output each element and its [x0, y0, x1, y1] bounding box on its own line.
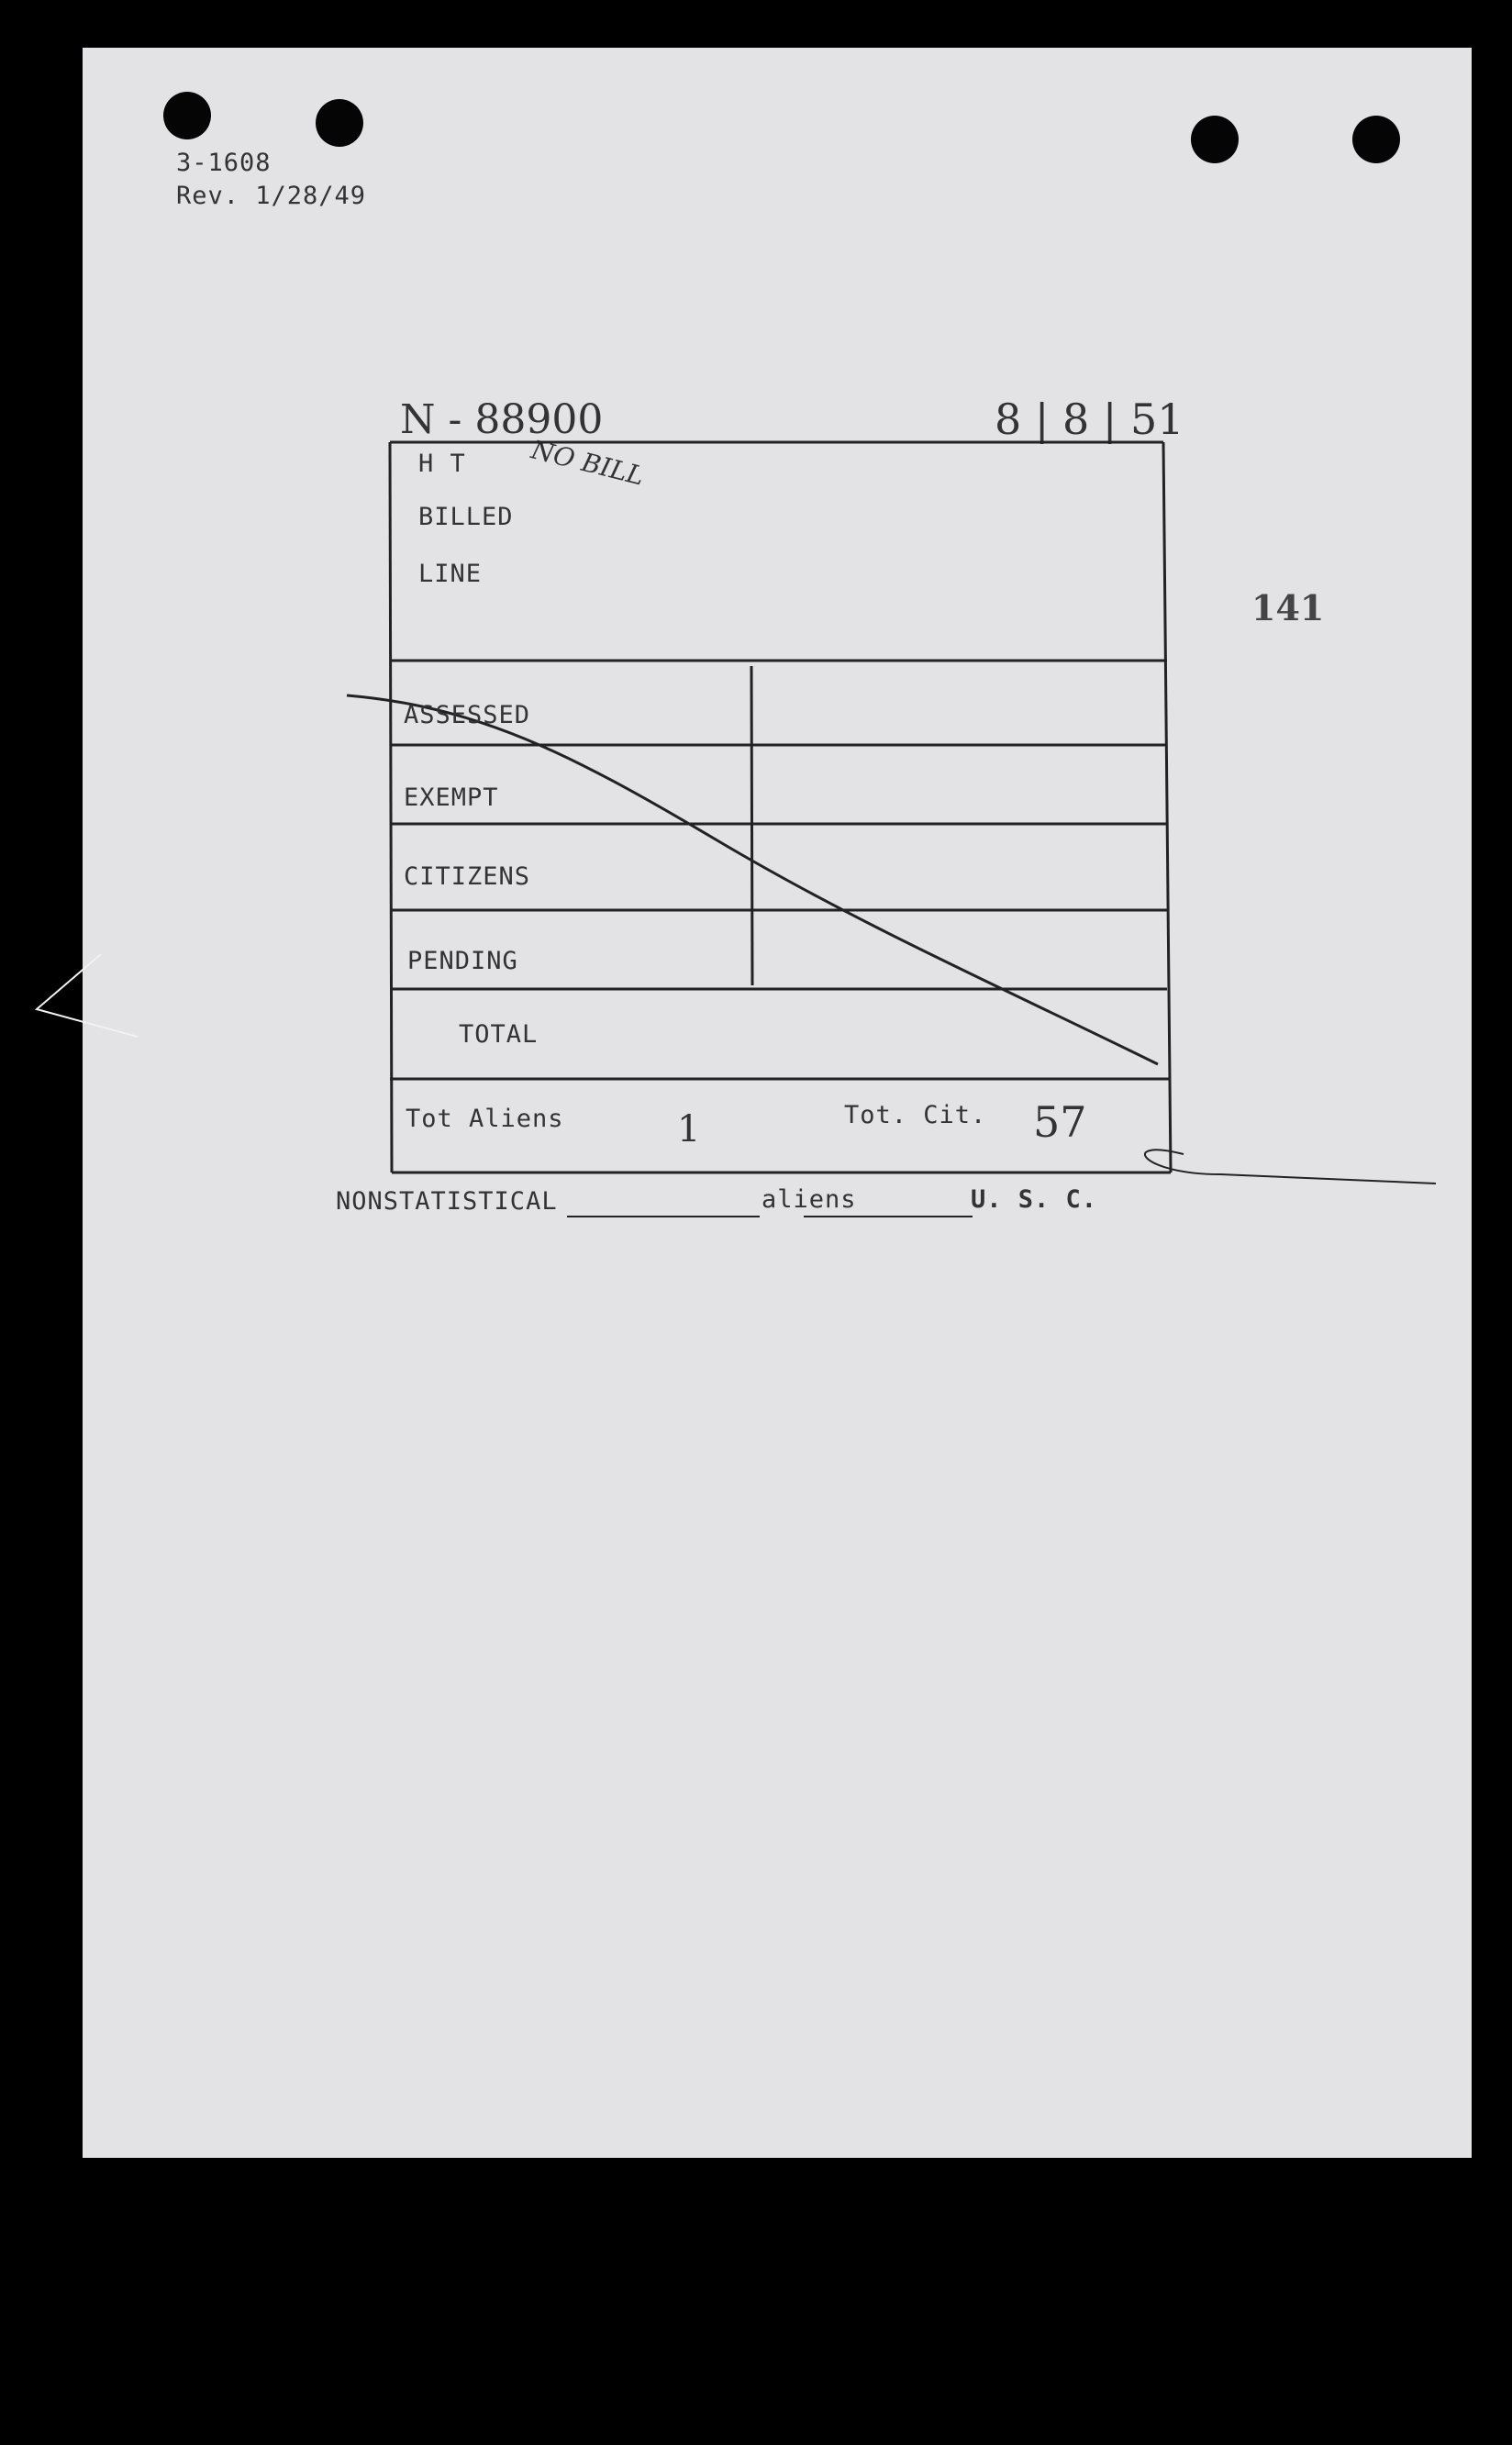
form-number: 3-1608 — [176, 149, 272, 177]
usc-label: U. S. C. — [971, 1185, 1098, 1214]
handwritten-file-number: N - 88900 — [400, 396, 604, 443]
tot-aliens-label: Tot Aliens — [406, 1105, 564, 1133]
tot-cit-label: Tot. Cit. — [844, 1101, 987, 1129]
row-label-pending: PENDING — [407, 947, 518, 975]
tot-cit-value: 57 — [1033, 1097, 1087, 1147]
handwritten-date: 8 | 8 | 51 — [995, 395, 1184, 444]
tot-aliens-value: 1 — [677, 1108, 701, 1150]
row-label-exempt: EXEMPT — [404, 784, 499, 812]
table-header-billed: BILLED — [418, 503, 514, 531]
table-header-line: LINE — [418, 560, 483, 588]
form-revision: Rev. 1/28/49 — [176, 182, 367, 210]
aliens-label: aliens — [762, 1185, 857, 1214]
page-number: 141 — [1251, 587, 1325, 628]
no-bill-stamp: NO BILL — [528, 434, 648, 492]
row-label-citizens: CITIZENS — [404, 862, 531, 891]
row-label-total: TOTAL — [459, 1020, 539, 1049]
table-header-ht: H T — [418, 450, 466, 478]
row-label-assessed: ASSESSED — [404, 701, 531, 729]
nonstatistical-label: NONSTATISTICAL — [336, 1187, 558, 1216]
